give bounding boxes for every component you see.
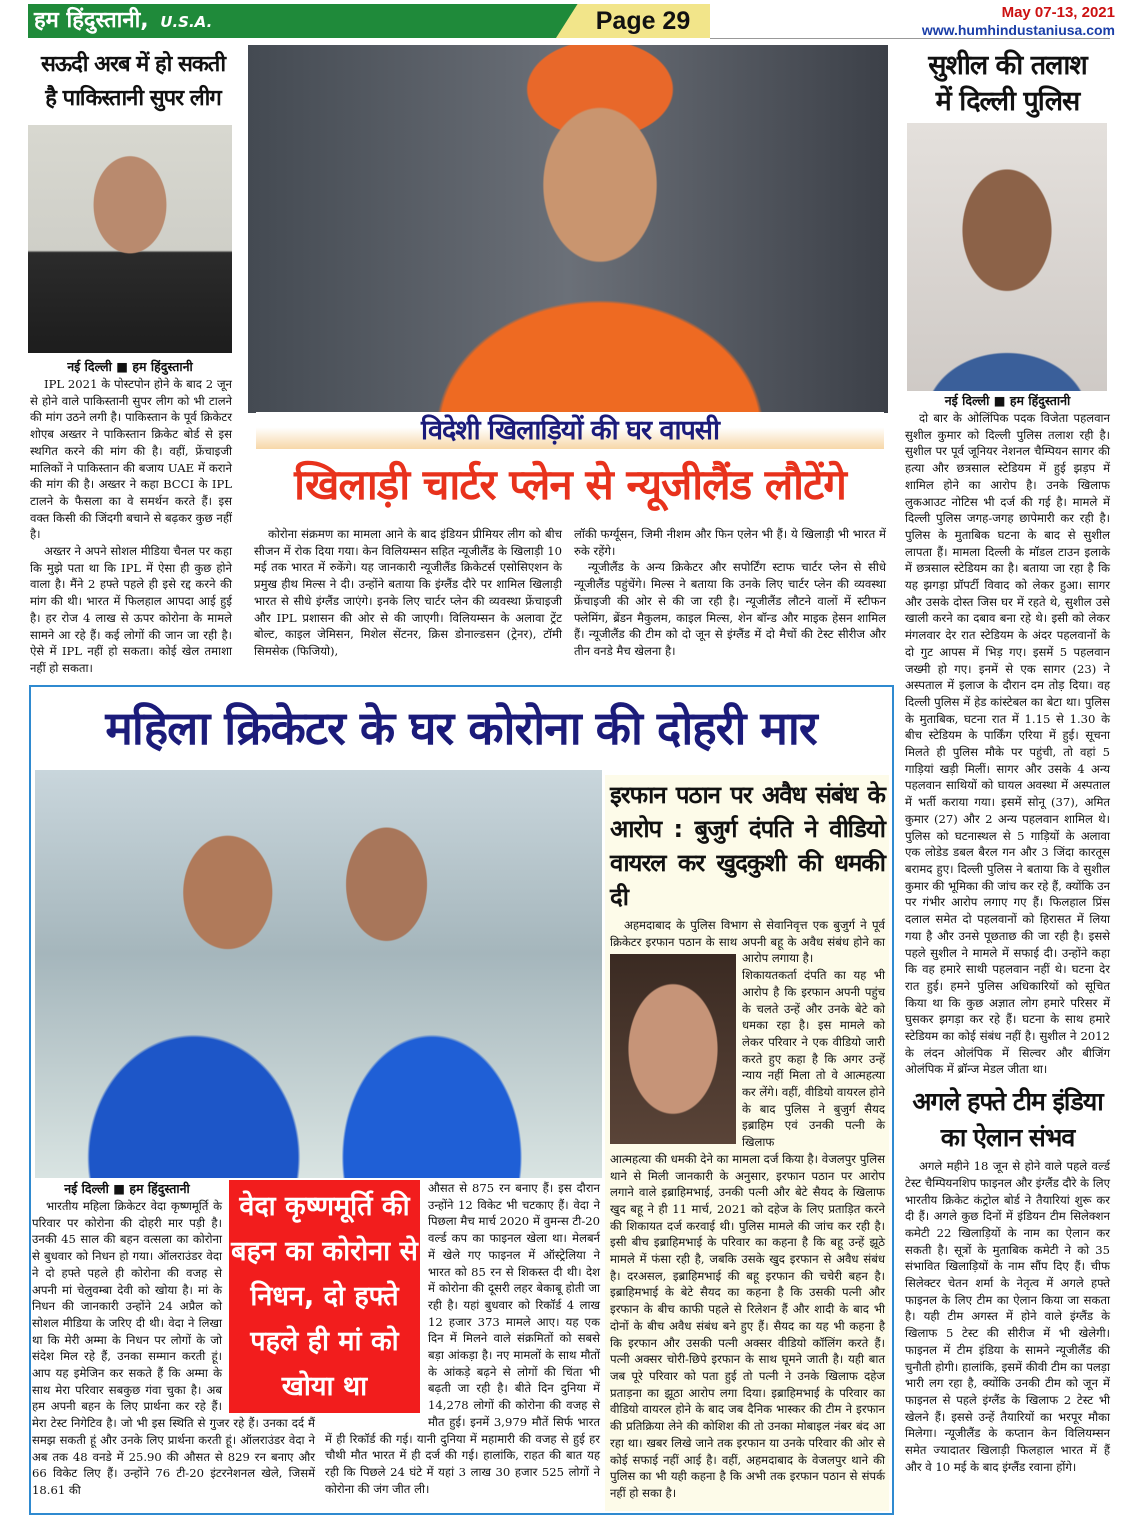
right-dateline: नई दिल्ली ■ हम हिंदुस्तानी: [944, 393, 1071, 408]
irfan-text: [610, 917, 885, 1502]
redbox-spacer: [222, 1180, 315, 1415]
paragraph: भारतीय महिला क्रिकेटर वेदा कृष्णमूर्ति के परिवार पर कोरोना की दोहरी मार पड़ी है। उनकी 45 साल की बहन वत्सला का कोरोना से बुधवार को निधन हो गया। ऑलराउंडर वेदा ने दो हफ्ते पहले ही कोरोना की वजह से अपनी मां चेलुवम्बा देवी को खोया है। मां के निधन की जानकारी उन्होंने 24 अप्रैल को सोशल मीडिया के जरिए दी थी। वेदा ने लिखा था कि मेरी अम्मा के निधन पर लोगों के जो संदेश मिल रहे हैं, उनका सम्मान करती हूं। आप यह इमेजिन कर सकते हैं कि अम्मा के साथ मेरा परिवार सबकुछ गंवा चुका है। अब हम अपनी: [32, 1199, 222, 1414]
team-headline-line2: का ऐलान संभव: [940, 1123, 1075, 1153]
left-headline-line2: है पाकिस्तानी सुपर लीग: [45, 86, 221, 111]
paragraph: लोगों की कोरोना की वजह से मौत हुई। इनमें 3,979 मौतें सिर्फ भारत में ही रिकॉर्ड की गई। यानी दुनिया में महामारी की वजह से हुई हर चौथी मौत भारत में ही दर्ज की गई। हालांकि, राहत की बात यह रही कि पिछले 24 घंटे में यहां 3 लाख 30 हजार 525 लोगों ने कोरोना की जंग जीत ली।: [325, 1398, 601, 1496]
paragraph: अहमदाबाद के पुलिस विभाग से सेवानिवृत्त एक बुजुर्ग ने पूर्व क्रिकेटर इरफान पठान के साथ अपनी बहू के अवैध संबंध होने का आरोप लगाया है।: [610, 918, 885, 966]
team-india-body: [905, 1158, 1110, 1475]
paragraph: IPL 2021 के पोस्टपोन होने के बाद 2 जून से होने वाले पाकिस्तानी सुपर लीग को भी टालने की मांग उठने लगी है। पाकिस्तान के पूर्व क्रिकेटर शोएब अख्तर ने पाकिस्तान क्रिकेट बोर्ड से इस स्थगित करने की मांग की है। वहीं, फ्रेंचाइजी मालिकों ने पाकिस्तान की बजाय UAE में कराने की मांग की है। अख्तर ने कहा BCCI के IPL टालने के फैसला का वे समर्थन करते हैं। इस वक्त किसी की जिंदगी बचाने से बढ़कर कुछ नहीं है।: [30, 377, 232, 542]
kane-williamson-photo: [248, 45, 888, 413]
right-headline-line1: सुशील की तलाश: [928, 50, 1087, 81]
page-number: Page 29: [595, 7, 691, 35]
website-link[interactable]: www.humhindustaniusa.com: [921, 22, 1115, 38]
irfan-headline: इरफान पठान पर अवैध संबंध के आरोप : बुजुर्ग दंपति ने वीडियो वायरल कर खुदकुशी की धमकी दी: [610, 781, 885, 911]
team-india-headline: [900, 1084, 1115, 1156]
team-headline-line1: अगले हफ्ते टीम इंडिया: [912, 1087, 1103, 1117]
paper-name-text: हम हिंदुस्तानी,: [34, 8, 149, 33]
women-right-flow: [325, 1180, 600, 1497]
left-headline: [28, 48, 238, 116]
women-headline: महिला क्रिकेटर के घर कोरोना की दोहरी मार: [105, 701, 817, 755]
paragraph: अख्तर ने अपने सोशल मीडिया चैनल पर कहा कि मुझे पता था कि IPL में ऐसा ही कुछ होने वाला है। मैंने 2 हफ्ते पहले ही इसे रद्द करने की मांग की थी। भारत में फिलहाल आपदा आई हुई है। हर रोज 4 लाख से ऊपर कोरोना के मामले सामने आ रहे हैं। कई लोगों की जान जा रही है। ऐसे में IPL नहीं हो सकता। कोई खेल तमाशा नहीं हो सकता।: [30, 544, 232, 675]
center-kicker: विदेशी खिलाड़ियों की घर वापसी: [256, 413, 884, 449]
center-col2: [574, 526, 886, 660]
sushil-kumar-photo: [907, 123, 1107, 391]
issue-date: May 07-13, 2021: [1001, 4, 1115, 21]
shoaib-akhtar-photo: [28, 125, 232, 353]
paragraph: औसत से 875 रन बनाए हैं। इस दौरान उन्होंने 12 विकेट भी चटकाए हैं। वेदा ने पिछला मैच मार्च 2020 में वुमन्स टी-20 वर्ल्ड कप का फाइनल खेला था। मेलबर्न में खेले गए फाइनल में ऑस्ट्रेलिया ने भारत को 85 रन से शिकस्त दी थी। देश में कोरोना की दूसरी लहर बेकाबू होती जा रही है। यहां बुधवार को रिकॉर्ड 4 लाख 12 हजार 373 मामले आए। यह एक दिन में मिलने वाले संक्रमितों को सबसे बड़ा आंकड़ा है। नए मामलों के साथ मौतों के आंकड़े बढ़ने से लोगों की चिंता भी बढ़ती जा रही है। बीते दिन दुनिया में 14,278: [428, 1181, 600, 1413]
right-headline: [900, 48, 1115, 120]
women-cricketers-photo: [35, 770, 602, 1178]
paragraph: अगले महीने 18 जून से होने वाले पहले वर्ल्ड टेस्ट चैम्पियनशिप फाइनल और इंग्लैंड दौरे के लिए भारतीय क्रिकेट कंट्रोल बोर्ड ने तैयारियां शुरू कर दी हैं। अगले कुछ दिनों में इंडियन टीम सिलेक्शन कमेटी 22 खिलाड़ियों के नाम का ऐलान कर सकती है। सूत्रों के मुताबिक कमेटी ने को 35 संभावित खिलाड़ियों के नाम सौंप दिए हैं। चीफ सिलेक्टर चेतन शर्मा के नेतृत्व में अगले हफ्ते फाइनल के लिए टीम का ऐलान किया जा सकता है। यही टीम अगस्त में होने वाले इंग्लैंड के खिलाफ 5 टेस्ट की सीरीज में भी खेलेगी। फाइनल में टीम इंडिया के सामने न्यूजीलैंड की चुनौती होगी। हालांकि, इसमें कीवी टीम का पलड़ा भारी लग रहा है, क्योंकि उनकी टीम को जून में फाइनल से पहले इंग्लैंड के खिलाफ 2 टेस्ट भी खेलने हैं। इससे उन्हें तैयारियों का भरपूर मौका मिलेगा। न्यूजीलैंड के कप्तान केन विलियम्सन समेत ज्यादातर खिलाड़ी फिलहाल भारत में हैं और वे 10 मई के बाद इंग्लैंड रवाना होंगे।: [905, 1159, 1110, 1474]
right-column-flow: [905, 392, 1110, 1475]
center-col1: [254, 526, 562, 660]
paragraph: लॉकी फर्ग्यूसन, जिमी नीशम और फिन एलेन भी हैं। ये खिलाड़ी भी भारत में रुके रहेंगे।: [574, 527, 886, 558]
paragraph: दो बार के ओलिंपिक पदक विजेता पहलवान सुशील कुमार को दिल्ली पुलिस तलाश रही है। सुशील पर पूर्व जूनियर नेशनल चैम्पियन सागर की हत्या और छत्रसाल स्टेडियम में हुई झड़प में शामिल होने का आरोप है। उनके खिलाफ लुकआउट नोटिस भी दर्ज की गई है। मामले में दिल्ली पुलिस जगह-जगह छापेमारी कर रही है। पुलिस के मुताबिक घटना के बाद से सुशील लापता हैं। मामला दिल्ली के मॉडल टाउन इलाके में छत्रसाल स्टेडियम का है। बताया जा रहा है कि यह झगड़ा प्रॉपर्टी विवाद को लेकर हुआ। सागर और उसके दोस्त जिस घर में रहते थे, सुशील उसे खाली करने का दबाव बना रहे थे। इसी को लेकर मंगलवार देर रात स्टेडियम के अंदर पहलवानों के दो गुट आपस में भिड़ गए। इसमें 5 पहलवान जख्मी हो गए। इनमें से एक सागर (23) ने अस्पताल में इलाज के दौरान दम तोड़ दिया। वह दिल्ली पुलिस में हेड कांस्टेबल का बेटा था। पुलिस के मुताबिक, घटना रात में 1.15 से 1.30 के बीच स्टेडियम के पार्किंग एरिया में हुई। सूचना मिलते ही पुलिस मौके पर पहुंची, तो वहां 5 गाड़ियां खड़ी मिलीं। सागर और उसके 4 अन्य पहलवान साथियों को घायल अवस्था में अस्पताल में भर्ती कराया गया। इसमें सोनू (37), अमित कुमार (27) और 2 अन्य पहलवान शामिल थे। पुलिस को घटनास्थल से 5 गाड़ियों के अलावा एक लोडेड डबल बैरल गन और 3 जिंदा कारतूस बरामद हुए। दिल्ली पुलिस ने बताया कि वे सुशील कुमार की भूमिका की जांच कर रहे हैं, क्योंकि उन पर गंभीर आरोप लगाए गए हैं। फिलहाल प्रिंस दलाल समेत दो पहलवानों को हिरासत में लिया गया है और उनसे पूछताछ की जा रही है। इससे पहले सुशील ने मामले में सफाई दी। उन्होंने कहा कि वह हमारे साथी पहलवान नहीं थे। घटना देर रात हुई। हमने पुलिस अधिकारियों को सूचित किया था कि कुछ अज्ञात लोग हमारे परिसर में घुसकर झगड़ा कर रहे हैं। घटना के साथ हमारे स्टेडियम का कोई संबंध नहीं है। सुशील ने 2012 के लंदन ओलंपिक में सिल्वर और बीजिंग ओलंपिक में ब्रॉन्ज मेडल जीता था।: [905, 411, 1110, 1077]
header-rule: [710, 38, 1110, 39]
paragraph: आत्महत्या की धमकी देने का मामला दर्ज किया है। वेजलपुर पुलिस थाने से मिली जानकारी के अनुसार, इरफान पठान पर आरोप लगाने वाले इब्राहिमभाई, उनकी पत्नी और बेटे सैयद के खिलाफ खुद बहू ने ही 11 मार्च, 2021 को दहेज के लिए प्रताड़ित करने की शिकायत दर्ज करवाई थी। पुलिस मामले की जांच कर रही है। इसी बीच इब्राहिमभाई के परिवार का कहना है कि बहू उन्हें झूठे मामले में फंसा रही है, जबकि उसके खुद इरफान से अवैध संबंध है। दरअसल, इब्राहिमभाई की बहू इरफान की चचेरी बहन है। इब्राहिमभाई के बेटे सैयद का कहना है कि उसकी पत्नी और इरफान के बीच काफी पहले से रिलेशन हैं और शादी के बाद भी दोनों के बीच अवैध संबंध बने हुए हैं। सैयद का यह भी कहना है कि इरफान और उसकी पत्नी अक्सर वीडियो कॉलिंग करते हैं। पत्नी अक्सर चोरी-छिपे इरफान के साथ घूमने जाती है। यही बात जब पूरे परिवार को पता हुई तो पत्नी ने उनके खिलाफ दहेज प्रताड़ना का झूठा आरोप लगा दिया। इब्राहिमभाई के परिवार का वीडियो वायरल होने के बाद जब दैनिक भास्कर की टीम ने इरफान की प्रतिक्रिया लेने की कोशिश की तो उनका मोबाइल नंबर बंद आ रहा था। खबर लिखे जाने तक इरफान या उनके परिवार की ओर से कोई सफाई नहीं आई है। वहीं, अहमदाबाद के वेजलपुर थाने की पुलिस का भी यही कहना है कि अभी तक इरफान पठान से संपर्क नहीं हो सका है।: [610, 1151, 885, 1500]
paper-name: [34, 5, 212, 38]
right-headline-line2: में दिल्ली पुलिस: [935, 86, 1080, 117]
paragraph: बहन के लिए प्रार्थना कर रहे हैं। मेरा टेस्ट निगेटिव है। जो भी इस स्थिति से गुजर रहे हैं। उनका दर्द मैं समझ सकती हूं और उनके लिए प्रार्थना करती हूं। ऑलराउंडर वेदा ने अब तक 48 वनडे में 25.90 की औसत से 829 रन बनाए और 66 विकेट लिए हैं। उन्होंने 76 टी-20 इंटरनेशनल खेले, जिसमें 18.61 की: [32, 1399, 315, 1497]
paper-suffix: U.S.A.: [160, 13, 213, 31]
paragraph: कोरोना संक्रमण का मामला आने के बाद इंडियन प्रीमियर लीग को बीच सीजन में रोक दिया गया। केन विलियम्सन सहित न्यूजीलैंड के खिलाड़ी 10 मई तक भारत में रुकेंगे। यह जानकारी न्यूजीलैंड क्रिकेटर्स एसोसिएशन के प्रमुख हीथ मिल्स ने दी। उन्होंने बताया कि इंग्लैंड दौरे पर शामिल खिलाड़ी भारत से सीधे इंग्लैंड जाएंगे। इनके लिए चार्टर प्लेन की व्यवस्था फ्रेंचाइजी और IPL प्रशासन की ओर से की जाएगी। विलियम्सन के अलावा ट्रेंट बोल्ट, काइल जेमिसन, मिशेल सेंटनर, क्रिस डोनाल्डसन (ट्रेनर), टॉमी सिमसेक (फिजियो),: [254, 527, 562, 658]
redbox-spacer: [325, 1180, 428, 1415]
paragraph: न्यूजीलैंड के अन्य क्रिकेटर और सपोर्टिंग स्टाफ चार्टर प्लेन से सीधे न्यूजीलैंड पहुंचेंगे। मिल्स ने बताया कि उनके लिए चार्टर प्लेन की व्यवस्था फ्रेंचाइजी की ओर से की जा रही है। न्यूजीलैंड लौटने वालों में स्टीफन फ्लेमिंग, ब्रेंडन मैकुलम, काइल मिल्स, शेन बॉन्ड और माइक हेसन शामिल हैं। न्यूजीलैंड की टीम को दो जून से इंग्लैंड में दो मैचों की टेस्ट सीरीज और तीन वनडे मैच खेलना है।: [574, 560, 886, 658]
irfan-flow: [610, 778, 885, 1502]
paragraph: शिकायतकर्ता दंपति का यह भी आरोप है कि इरफान अपनी पहुंच के चलते उन्हें और उनके बेटे को धमका रहा है। इस मामले को लेकर परिवार ने एक वीडियो जारी करते हुए कहा है कि अगर उन्हें न्याय नहीं मिला तो वे आत्महत्या कर लेंगे। वहीं, वीडियो वायरल होने के बाद पुलिस ने बुजुर्ग सैयद इब्राहिम एवं उनकी पत्नी के खिलाफ: [742, 968, 885, 1150]
women-dateline: नई दिल्ली ■ हम हिंदुस्तानी: [64, 1181, 190, 1196]
left-story-body: [30, 376, 232, 677]
left-dateline: नई दिल्ली ■ हम हिंदुस्तानी: [67, 359, 193, 374]
irfan-pathan-photo: [610, 954, 736, 1144]
center-headline: खिलाड़ी चार्टर प्लेन से न्यूजीलैंड लौटेंगे: [294, 460, 846, 509]
right-story-body: [905, 410, 1110, 1078]
red-highlight-box: वेदा कृष्णमूर्ति की बहन का कोरोना से निधन, दो हफ्ते पहले ही मां को खोया था: [229, 1180, 420, 1413]
left-headline-line1: सऊदी अरब में हो सकती: [40, 52, 226, 77]
women-left-flow: [32, 1180, 315, 1499]
